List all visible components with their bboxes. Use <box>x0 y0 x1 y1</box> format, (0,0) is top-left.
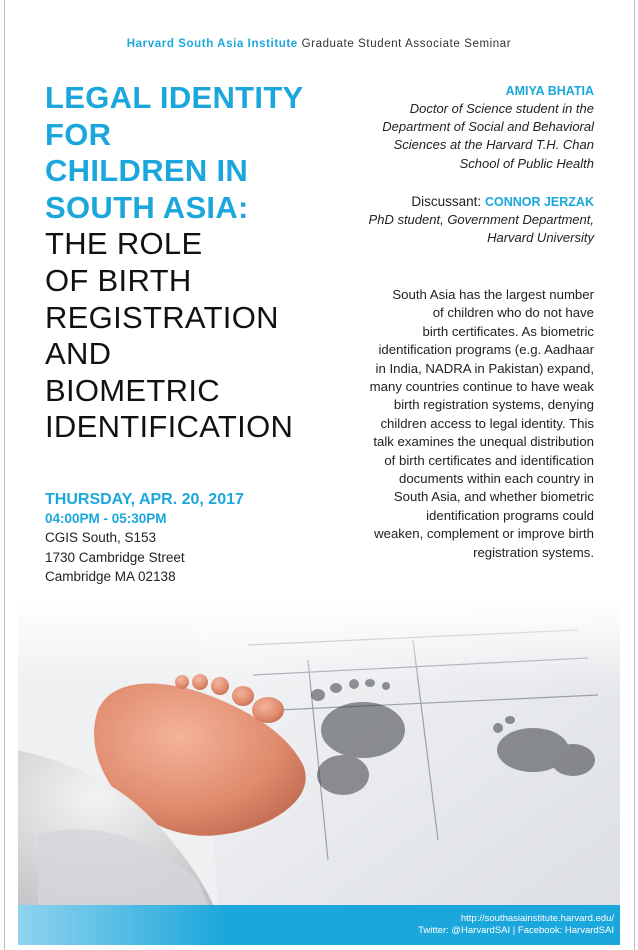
abstract-text <box>339 286 594 562</box>
institute-name: Harvard South Asia Institute <box>126 38 298 50</box>
page-border-right <box>634 0 635 950</box>
abstract-line: South Asia has the largest number <box>392 287 594 302</box>
discussant-description-line: Harvard University <box>487 230 594 246</box>
discussant-name: CONNOR JERZAK <box>484 194 594 209</box>
baby-footprint-photo <box>18 600 620 905</box>
footer-contact <box>418 913 614 937</box>
page-border-left <box>4 0 5 950</box>
abstract-line: of children who do not have <box>432 305 594 321</box>
seminar-series: Graduate Student Associate Seminar <box>301 38 512 50</box>
abstract-line: weaken, complement or improve birth <box>374 526 594 542</box>
speaker-description-line: Department of Social and Behavioral <box>382 119 594 135</box>
discussant-line <box>294 193 594 211</box>
header-line <box>0 38 638 50</box>
website-link[interactable]: http://southasiainstitute.harvard.edu/ <box>460 913 614 924</box>
abstract-line: of birth certificates and identification <box>384 452 594 468</box>
event-date: THURSDAY, APR. 20, 2017 <box>45 491 244 508</box>
speakers-block <box>294 82 594 247</box>
abstract-line: identification programs (e.g. Aadhaar <box>378 342 594 358</box>
speaker-description-line: Sciences at the Harvard T.H. Chan <box>393 137 594 153</box>
abstract-line: documents within each country in <box>399 471 594 487</box>
event-address-line: 1730 Cambridge Street <box>45 549 185 565</box>
photo-illustration <box>18 600 620 905</box>
poster-title <box>45 80 315 446</box>
abstract-line: in India, NADRA in Pakistan) expand, <box>375 360 594 376</box>
title-accent-line: FOR <box>45 116 112 152</box>
abstract-line: talk examines the unequal distribution <box>373 434 594 450</box>
abstract-line: birth certificates. As biometric <box>422 323 594 339</box>
abstract-line: children access to legal identity. This <box>380 415 594 431</box>
title-plain-line: OF BIRTH <box>45 262 192 298</box>
title-plain-line: THE ROLE <box>45 226 203 262</box>
event-address-line: Cambridge MA 02138 <box>45 569 176 584</box>
title-plain-line: BIOMETRIC <box>45 372 220 408</box>
speaker-name: AMIYA BHATIA <box>505 84 594 98</box>
abstract-line: registration systems. <box>473 544 594 560</box>
event-address-line: CGIS South, S153 <box>45 530 157 545</box>
title-accent-line: LEGAL IDENTITY <box>45 80 304 115</box>
title-accent-line: CHILDREN IN <box>45 153 249 189</box>
title-plain-line: IDENTIFICATION <box>45 409 294 445</box>
event-details <box>45 490 345 587</box>
discussant-prefix: Discussant: <box>411 193 482 209</box>
abstract-line: identification programs could <box>426 507 594 523</box>
title-accent-line: SOUTH ASIA: <box>45 189 249 225</box>
social-handles: Twitter: @HarvardSAI | Facebook: HarvardSAI <box>418 925 614 936</box>
title-plain-line: AND <box>45 336 112 372</box>
event-time: 04:00PM - 05:30PM <box>45 511 167 526</box>
speaker-description-line: School of Public Health <box>459 155 594 171</box>
speaker-description-line: Doctor of Science student in the <box>409 101 594 116</box>
abstract-line: South Asia, and whether biometric <box>393 489 594 505</box>
title-plain-line: REGISTRATION <box>45 299 279 335</box>
abstract-line: birth registration systems, denying <box>393 397 594 413</box>
discussant-description-line: PhD student, Government Department, <box>368 211 594 227</box>
abstract-line: many countries continue to have weak <box>369 379 594 395</box>
